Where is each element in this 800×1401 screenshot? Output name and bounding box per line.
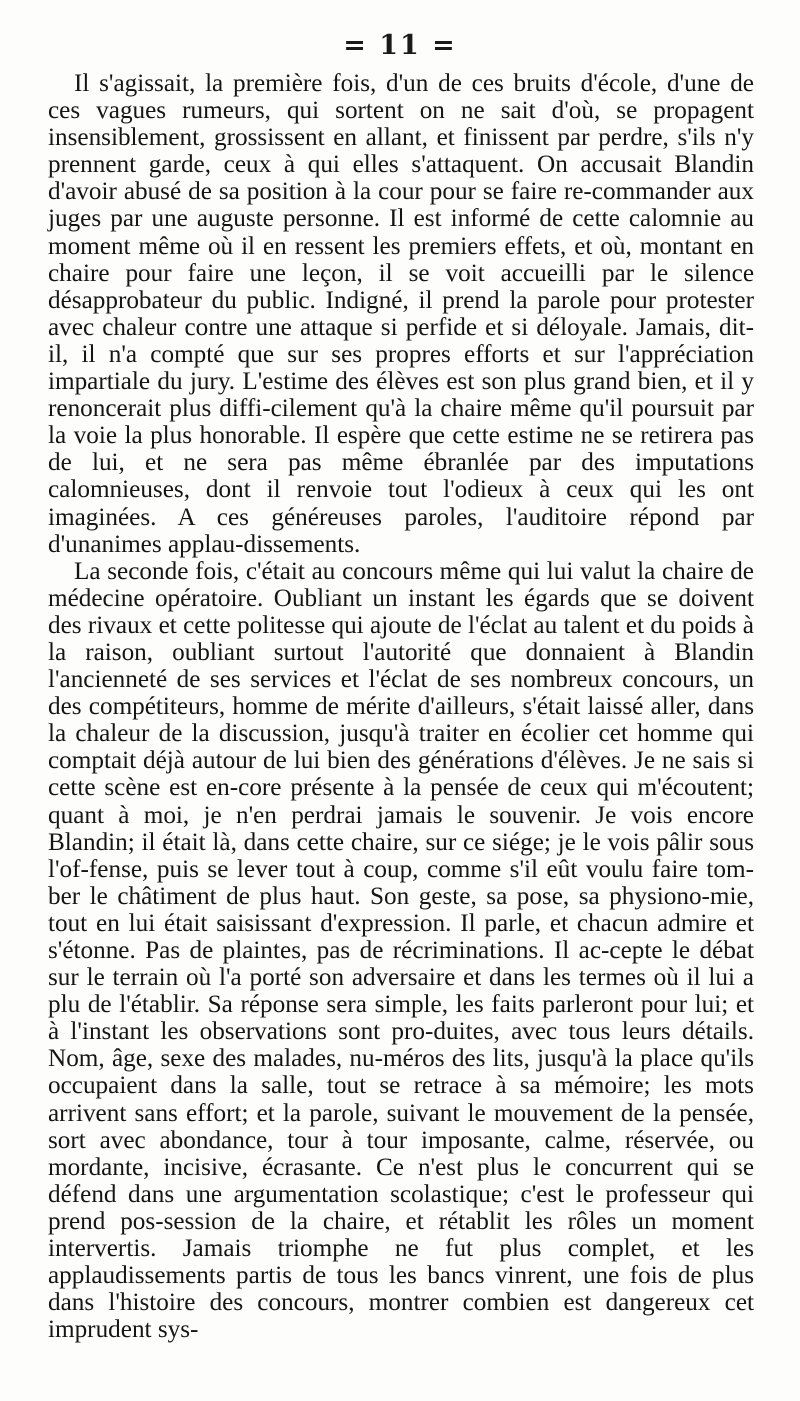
- paragraph: La seconde fois, c'était au concours même qui lui valut la chaire de médecine opératoire. Oubliant un instant les égards que se doivent des rivaux et cette politesse qui ajoute de l'éclat au talent et du poids à la raison, oubliant surtout l'autorité que donnaient à Blandin l'ancienneté de ses services et l'éclat de ses nombreux concours, un des compétiteurs, homme de mérite d'ailleurs, s'était laissé aller, dans la chaleur de la discussion, jusqu'à traiter en écolier cet homme qui comptait déjà autour de lui bien des générations d'élèves. Je ne sais si cette scène est en-core présente à la pensée de ceux qui m'écoutent; quant à moi, je n'en perdrai jamais le souvenir. Je vois encore Blandin; il était là, dans cette chaire, sur ce siége; je le vois pâlir sous l'of-fense, puis se lever tout à coup, comme s'il eût voulu faire tom-ber le châtiment de plus haut. Son geste, sa pose, sa physiono-mie, tout en lui était saisissant d'expression. Il parle, et chacun admire et s'étonne. Pas de plaintes, pas de récriminations. Il ac-cepte le débat sur le terrain où l'a porté son adversaire et dans les termes où il lui a plu de l'établir. Sa réponse sera simple, les faits parleront pour lui; et à l'instant les observations sont pro-duites, avec tous leurs détails. Nom, âge, sexe des malades, nu-méros des lits, jusqu'à la place qu'ils occupaient dans la salle, tout se retrace à sa mémoire; les mots arrivent sans effort; et la parole, suivant le mouvement de la pensée, sort avec abondance, tour à tour imposante, calme, réservée, ou mordante, incisive, écrasante. Ce n'est plus le concurrent qui se défend dans une argumentation scolastique; c'est le professeur qui prend pos-session de la chaire, et rétablit les rôles un moment intervertis. Jamais triomphe ne fut plus complet, et les applaudissements partis de tous les bancs vinrent, une fois de plus dans l'histoire des concours, montrer combien est dangereux cet imprudent sys-: [48, 557, 754, 1344]
- paragraph: Il s'agissait, la première fois, d'un de ces bruits d'école, d'une de ces vagues rumeurs, qui sortent on ne sait d'où, se propagent insensiblement, grossissent en allant, et finissent par perdre, s'ils n'y prennent garde, ceux à qui elles s'attaquent. On accusait Blandin d'avoir abusé de sa position à la cour pour se faire re-commander aux juges par une auguste personne. Il est informé de cette calomnie au moment même où il en ressent les premiers effets, et où, montant en chaire pour faire une leçon, il se voit accueilli par le silence désapprobateur du public. Indigné, il prend la parole pour protester avec chaleur contre une attaque si perfide et si déloyale. Jamais, dit-il, il n'a compté que sur ses propres efforts et sur l'appréciation impartiale du jury. L'estime des élèves est son plus grand bien, et il y renoncerait plus diffi-cilement qu'à la chaire même qu'il poursuit par la voie la plus honorable. Il espère que cette estime ne se retirera pas de lui, et ne sera pas même ébranlée par des imputations calomnieuses, dont il renvoie tout l'odieux à ceux qui les ont imaginées. A ces généreuses paroles, l'auditoire répond par d'unanimes applau-dissements.: [48, 70, 754, 558]
- page-number: = 11 =: [343, 30, 457, 61]
- body-text: [48, 70, 754, 1343]
